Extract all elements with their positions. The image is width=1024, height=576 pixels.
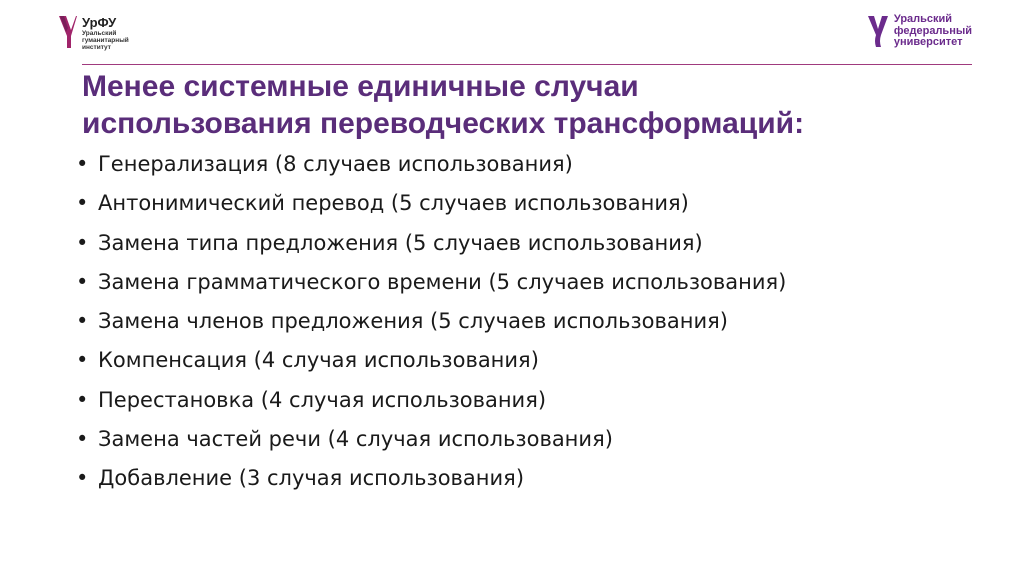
university-name-line-3: университет <box>893 36 963 48</box>
transformation-list <box>76 152 786 506</box>
list-item <box>76 309 786 348</box>
institute-logo <box>58 14 129 51</box>
bullet-icon: • <box>76 269 89 294</box>
list-item-text: Добавление (3 случая использования) <box>98 466 525 491</box>
list-item <box>76 388 786 427</box>
institute-name-line-3: институт <box>82 44 111 51</box>
urfu-y-emblem-icon <box>867 15 889 49</box>
university-name-line-1: Уральский <box>893 13 953 25</box>
list-item-text: Компенсация (4 случая использования) <box>98 348 539 373</box>
institute-name-line-1: Уральский <box>82 30 117 37</box>
list-item <box>76 231 786 270</box>
list-item-text: Замена типа предложения (5 случаев использования) <box>98 230 703 255</box>
institute-abbr: УрФУ <box>82 15 117 30</box>
university-logo <box>867 14 972 49</box>
bullet-icon: • <box>76 466 89 491</box>
list-item-text: Замена грамматического времени (5 случаев использования) <box>98 269 787 294</box>
list-item <box>76 466 786 505</box>
bullet-icon: • <box>76 348 89 373</box>
urfu-emblem-icon <box>58 14 78 50</box>
list-item <box>76 348 786 387</box>
list-item-text: Замена частей речи (4 случая использования) <box>98 427 613 452</box>
bullet-icon: • <box>76 387 89 412</box>
list-item-text: Антонимический перевод (5 случаев использования) <box>98 191 689 216</box>
list-item-text: Замена членов предложения (5 случаев использования) <box>98 309 728 334</box>
bullet-icon: • <box>76 152 89 176</box>
list-item <box>76 191 786 230</box>
list-item <box>76 152 786 191</box>
slide-title-line-1: Менее системные единичные случаи <box>82 70 639 103</box>
bullet-icon: • <box>76 191 89 216</box>
bullet-icon: • <box>76 230 89 255</box>
university-name-line-2: федеральный <box>893 24 972 37</box>
header-divider <box>82 64 972 65</box>
institute-name-line-2: гуманитарный <box>82 37 129 44</box>
bullet-icon: • <box>76 427 89 452</box>
slide-title <box>82 68 962 142</box>
list-item <box>76 270 786 309</box>
list-item-text: Перестановка (4 случая использования) <box>98 387 547 412</box>
list-item-text: Генерализация (8 случаев использования) <box>98 152 573 176</box>
slide-title-line-2: использования переводческих трансформаций: <box>82 107 805 140</box>
list-item <box>76 427 786 466</box>
bullet-icon: • <box>76 309 89 334</box>
